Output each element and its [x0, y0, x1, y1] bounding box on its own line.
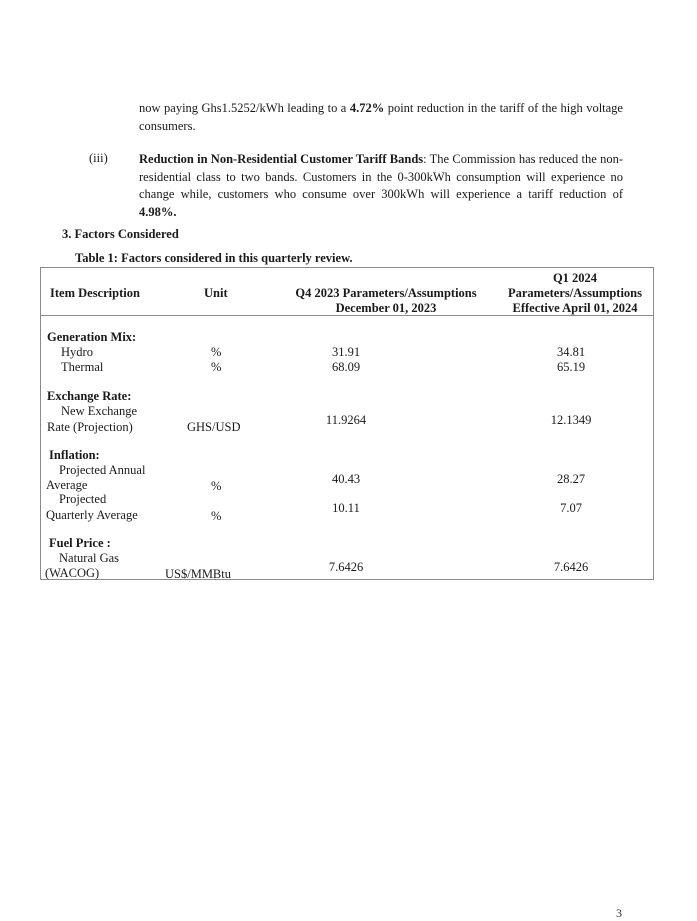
- reduction-value: 4.72%: [349, 101, 385, 115]
- row-unit-quarterly: %: [211, 509, 222, 523]
- header-q1-line2: Parameters/Assumptions: [507, 286, 642, 300]
- header-item-description: Item Description: [50, 286, 140, 300]
- row-label-hydro: Hydro: [61, 345, 93, 359]
- row-label-quarterly-line2: Quarterly Average: [46, 508, 138, 522]
- row-label-gas-line2: (WACOG): [45, 566, 100, 580]
- reduction-value: 4.98%.: [139, 204, 177, 219]
- paragraph-text: now paying Ghs1.5252/kWh leading to a: [139, 101, 350, 115]
- high-voltage-paragraph: [139, 100, 623, 135]
- row-label-annual-line1: Projected Annual: [59, 463, 146, 477]
- row-unit-gas: US$/MMBtu: [165, 567, 231, 581]
- list-marker: (iii): [89, 151, 108, 165]
- row-q1-gas: 7.6426: [553, 560, 589, 574]
- paragraph-text: point reduction in the tariff of the high voltage consumers.: [139, 101, 623, 133]
- group-exchange-rate: Exchange Rate:: [47, 389, 132, 403]
- row-label-exchange-line1: New Exchange: [61, 404, 138, 418]
- row-q4-exchange: 11.9264: [325, 413, 367, 427]
- page-number: 3: [616, 906, 622, 920]
- row-label-quarterly-line1: Projected: [59, 492, 107, 506]
- header-divider: [41, 315, 653, 316]
- row-q1-annual: 28.27: [556, 472, 586, 486]
- header-q1-2024: [499, 271, 651, 316]
- row-q1-exchange: 12.1349: [550, 413, 592, 427]
- factors-table: [40, 267, 654, 580]
- row-q4-thermal: 68.09: [331, 360, 361, 374]
- list-item-body: : The Commission has reduced the non-residential class to two bands. Customers in the 0-300kWh consumption will experience no change while, customers who consume over 300kWh will experience a tariff reduction of: [139, 152, 623, 201]
- row-label-thermal: Thermal: [61, 360, 104, 374]
- list-item-non-residential: [139, 151, 623, 221]
- row-label-exchange-line2: Rate (Projection): [47, 420, 133, 434]
- row-unit-thermal: %: [211, 360, 222, 374]
- table-caption: Table 1: Factors considered in this quarterly review.: [75, 251, 353, 265]
- header-q1-line1: Q1 2024: [552, 271, 598, 285]
- list-item-title: Reduction in Non-Residential Customer Tariff Bands: [139, 152, 424, 166]
- row-unit-annual: %: [211, 479, 222, 493]
- group-inflation: Inflation:: [49, 448, 100, 462]
- row-unit-hydro: %: [211, 345, 222, 359]
- row-label-gas-line1: Natural Gas: [59, 551, 120, 565]
- row-label-annual-line2: Average: [46, 478, 88, 492]
- header-unit: Unit: [204, 286, 228, 300]
- header-q4-2023: [276, 286, 496, 316]
- row-q1-thermal: 65.19: [556, 360, 586, 374]
- row-q4-annual: 40.43: [331, 472, 361, 486]
- row-q1-hydro: 34.81: [556, 345, 586, 359]
- row-q1-quarterly: 7.07: [560, 501, 582, 515]
- header-q4-line1: Q4 2023 Parameters/Assumptions: [295, 286, 477, 300]
- row-q4-hydro: 31.91: [331, 345, 361, 359]
- row-unit-exchange: GHS/USD: [187, 420, 241, 434]
- header-q1-line3: Effective April 01, 2024: [512, 301, 638, 315]
- group-fuel-price: Fuel Price :: [49, 536, 111, 550]
- group-generation-mix: Generation Mix:: [47, 330, 137, 344]
- header-q4-line2: December 01, 2023: [335, 301, 437, 315]
- row-q4-gas: 7.6426: [328, 560, 364, 574]
- section-heading: 3. Factors Considered: [62, 227, 179, 241]
- row-q4-quarterly: 10.11: [332, 501, 360, 515]
